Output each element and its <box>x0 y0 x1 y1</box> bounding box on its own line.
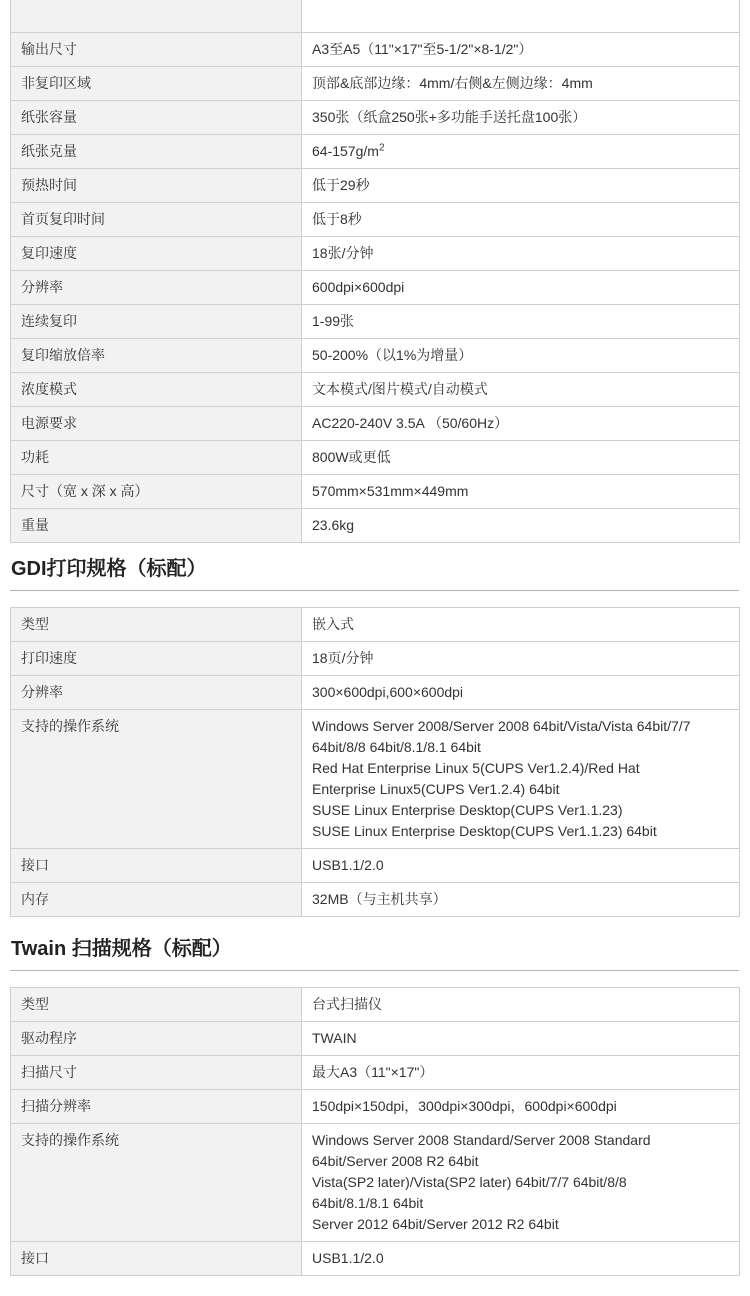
spec-row <box>11 305 740 339</box>
spec-value <box>302 676 740 710</box>
spec-row <box>11 441 740 475</box>
spec-key: 类型 <box>11 988 302 1022</box>
twain-section-title: Twain 扫描规格（标配） <box>10 937 739 971</box>
spec-key: 分辨率 <box>11 676 302 710</box>
spec-value-text: 低于8秒 <box>312 211 362 227</box>
spec-key: 纸张克量 <box>11 135 302 169</box>
spec-value <box>302 339 740 373</box>
spec-value <box>302 475 740 509</box>
spec-value <box>302 101 740 135</box>
spec-row <box>11 67 740 101</box>
spec-value-text: 18张/分钟 <box>312 245 374 261</box>
spec-value <box>302 1056 740 1090</box>
spec-value-text: AC220-240V 3.5A （50/60Hz） <box>312 415 509 431</box>
spec-value-text: 1-99张 <box>312 313 355 329</box>
spec-key: 纸张容量 <box>11 101 302 135</box>
spec-row <box>11 849 740 883</box>
spec-value <box>302 169 740 203</box>
spec-key: 接口 <box>11 849 302 883</box>
twain-spec-table <box>10 987 740 1276</box>
spec-row <box>11 135 740 169</box>
spec-row <box>11 169 740 203</box>
spec-value-line: 64bit/Server 2008 R2 64bit <box>312 1153 479 1169</box>
spec-value <box>302 1022 740 1056</box>
spec-value-line: 32MB（与主机共享） <box>312 891 447 907</box>
spec-value-line: Windows Server 2008 Standard/Server 2008 Standard <box>312 1132 651 1148</box>
spec-key: 功耗 <box>11 441 302 475</box>
spec-row <box>11 1090 740 1124</box>
spec-key: 连续复印 <box>11 305 302 339</box>
spec-value-line: USB1.1/2.0 <box>312 1250 384 1266</box>
spec-value-text: 23.6kg <box>312 517 355 533</box>
spec-row <box>11 407 740 441</box>
spec-value-line: 64bit/8.1/8.1 64bit <box>312 1195 424 1211</box>
spec-row <box>11 1124 740 1242</box>
spec-key: 扫描分辨率 <box>11 1090 302 1124</box>
spec-row <box>11 373 740 407</box>
spec-row <box>11 710 740 849</box>
spec-value-line: SUSE Linux Enterprise Desktop(CUPS Ver1.1.23) 64bit <box>312 823 657 839</box>
spec-key: 接口 <box>11 1242 302 1276</box>
spec-key: 输出尺寸 <box>11 33 302 67</box>
spec-value <box>302 271 740 305</box>
spec-value <box>302 407 740 441</box>
spec-value-text: 800W或更低 <box>312 449 391 465</box>
spec-value <box>302 1124 740 1242</box>
spec-value <box>302 203 740 237</box>
spec-row <box>11 237 740 271</box>
spec-value-line: Enterprise Linux5(CUPS Ver1.2.4) 64bit <box>312 781 560 797</box>
spec-value-line: USB1.1/2.0 <box>312 857 384 873</box>
spec-value-line: Windows Server 2008/Server 2008 64bit/Vista/Vista 64bit/7/7 <box>312 718 691 734</box>
spec-value <box>302 1242 740 1276</box>
spec-value-line: 150dpi×150dpi，300dpi×300dpi，600dpi×600dpi <box>312 1098 617 1114</box>
spec-value-line: SUSE Linux Enterprise Desktop(CUPS Ver1.1.23) <box>312 802 623 818</box>
gdi-section-title: GDI打印规格（标配） <box>10 557 739 591</box>
spec-key: 扫描尺寸 <box>11 1056 302 1090</box>
spec-row <box>11 0 740 33</box>
spec-key: 预热时间 <box>11 169 302 203</box>
spec-value-text: 低于29秒 <box>312 177 370 193</box>
spec-row <box>11 203 740 237</box>
spec-value <box>302 1090 740 1124</box>
spec-value <box>302 0 740 33</box>
spec-value-line: TWAIN <box>312 1030 357 1046</box>
copy-spec-table <box>10 0 740 543</box>
spec-key: 重量 <box>11 509 302 543</box>
spec-value-line: 最大A3（11"×17"） <box>312 1064 434 1080</box>
gdi-spec-table <box>10 607 740 917</box>
spec-row <box>11 339 740 373</box>
spec-key <box>11 0 302 33</box>
spec-value <box>302 988 740 1022</box>
spec-value <box>302 883 740 917</box>
spec-key: 复印速度 <box>11 237 302 271</box>
spec-key: 分辨率 <box>11 271 302 305</box>
spec-value <box>302 441 740 475</box>
spec-value-text: 64-157g/m <box>312 143 379 159</box>
spec-row <box>11 883 740 917</box>
spec-value <box>302 642 740 676</box>
spec-key: 非复印区域 <box>11 67 302 101</box>
spec-value-text: 600dpi×600dpi <box>312 279 405 295</box>
spec-key: 复印缩放倍率 <box>11 339 302 373</box>
spec-key: 电源要求 <box>11 407 302 441</box>
spec-value-line: 64bit/8/8 64bit/8.1/8.1 64bit <box>312 739 481 755</box>
spec-row <box>11 1022 740 1056</box>
spec-value-line: 嵌入式 <box>312 616 354 632</box>
spec-row <box>11 509 740 543</box>
spec-value-text: 350张（纸盒250张+多功能手送托盘100张） <box>312 109 587 125</box>
spec-value-text: 文本模式/图片模式/自动模式 <box>312 381 488 397</box>
spec-value <box>302 305 740 339</box>
spec-row <box>11 676 740 710</box>
spec-value-line: 18页/分钟 <box>312 650 374 666</box>
spec-value-line: 300×600dpi,600×600dpi <box>312 684 464 700</box>
spec-row <box>11 33 740 67</box>
spec-row <box>11 642 740 676</box>
spec-value <box>302 67 740 101</box>
superscript: 2 <box>378 142 385 154</box>
spec-value-line: Red Hat Enterprise Linux 5(CUPS Ver1.2.4)/Red Hat <box>312 760 640 776</box>
spec-row <box>11 271 740 305</box>
spec-value <box>302 135 740 169</box>
spec-key: 浓度模式 <box>11 373 302 407</box>
spec-row <box>11 1056 740 1090</box>
spec-value <box>302 33 740 67</box>
spec-value-text: 570mm×531mm×449mm <box>312 483 469 499</box>
spec-value <box>302 608 740 642</box>
spec-value <box>302 849 740 883</box>
spec-row <box>11 608 740 642</box>
spec-value <box>302 710 740 849</box>
spec-value-text: 顶部&底部边缘：4mm/右侧&左侧边缘：4mm <box>312 75 593 91</box>
spec-key: 打印速度 <box>11 642 302 676</box>
spec-key: 支持的操作系统 <box>11 710 302 849</box>
spec-row <box>11 475 740 509</box>
spec-key: 支持的操作系统 <box>11 1124 302 1242</box>
spec-row <box>11 988 740 1022</box>
spec-key: 内存 <box>11 883 302 917</box>
spec-value-line: Vista(SP2 later)/Vista(SP2 later) 64bit/7/7 64bit/8/8 <box>312 1174 627 1190</box>
spec-value-line: Server 2012 64bit/Server 2012 R2 64bit <box>312 1216 559 1232</box>
spec-value <box>302 237 740 271</box>
spec-key: 首页复印时间 <box>11 203 302 237</box>
spec-value <box>302 373 740 407</box>
spec-value <box>302 509 740 543</box>
spec-value-line: 台式扫描仪 <box>312 996 382 1012</box>
spec-value-text: A3至A5（11"×17"至5-1/2"×8-1/2"） <box>312 41 533 57</box>
spec-key: 类型 <box>11 608 302 642</box>
spec-value-text: 50-200%（以1%为增量） <box>312 347 473 363</box>
spec-key: 驱动程序 <box>11 1022 302 1056</box>
spec-row <box>11 1242 740 1276</box>
spec-key: 尺寸（宽 x 深 x 高） <box>11 475 302 509</box>
spec-row <box>11 101 740 135</box>
